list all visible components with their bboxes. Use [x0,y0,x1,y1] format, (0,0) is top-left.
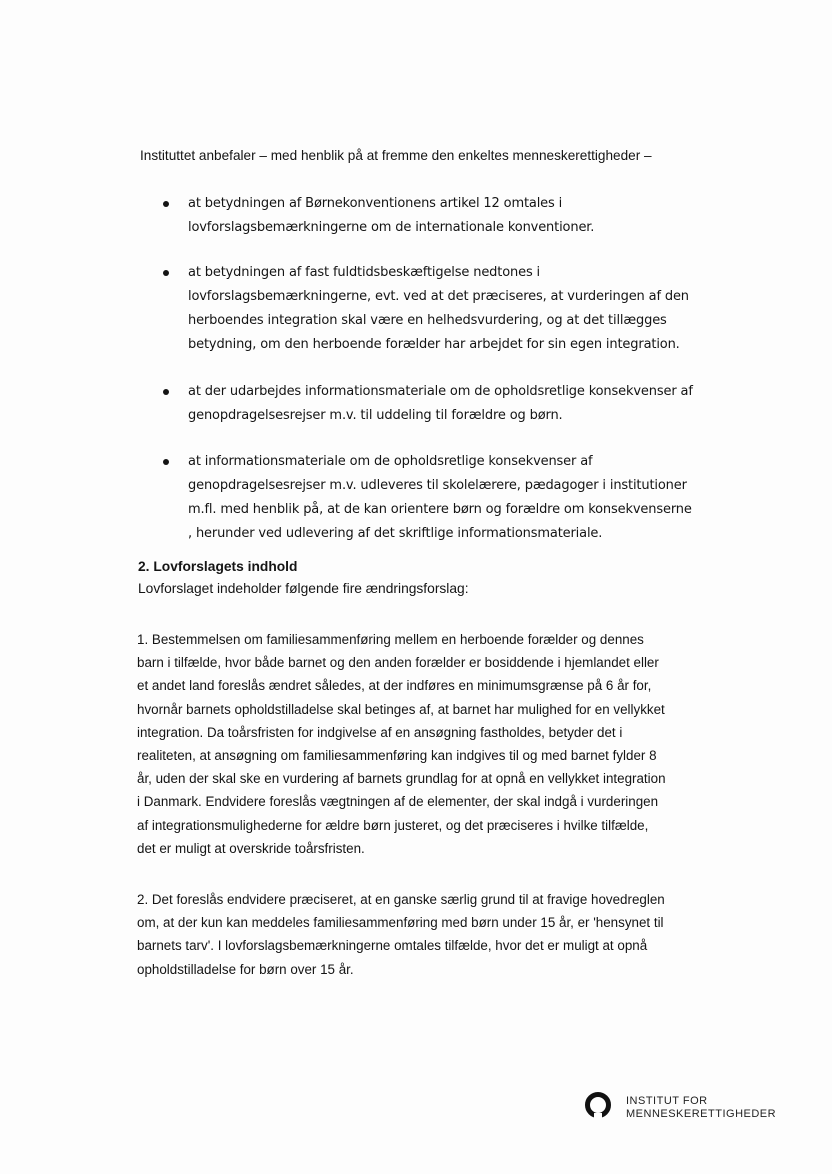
paragraph: 2. Det foreslås endvidere præciseret, at en ganske særlig grund til at fravige hovedreglen om, at der kun kan meddeles familiesammenføring med børn under 15 år, er 'hensynet til barnets tarv'. I lovforslagsbemærkningerne omtales tilfælde, hvor det er muligt at opnå opholdstilladelse for børn over 15 år. [137,892,665,977]
bullet-icon [163,201,169,207]
section-lead: Lovforslaget indeholder følgende fire ændringsforslag: [138,581,469,596]
section-heading: 2. Lovforslagets indhold [138,559,298,574]
list-item: at informationsmateriale om de opholdsretlige konsekvenser af genopdragelsesrejser m.v. udleveres til skolelærere, pædagoger i institutioner m.fl. med henblik på, at de kan orientere børn og forældre om konsekvenserne , herunder ved udlevering af det skriftlige informationsmateriale. [188,450,708,546]
intro-text: Instituttet anbefaler – med henblik på at fremme den enkeltes menneskerettigheder – [140,148,652,163]
paragraph: 1. Bestemmelsen om familiesammenføring mellem en herboende forælder og dennes barn i tilfælde, hvor både barnet og den anden forælder er bosiddende i hjemlandet eller et andet land foreslås ændret således, at der indføres en minimumsgrænse på 6 år for, hvornår barnets opholdstilladelse skal betinges af, at barnet har mulighed for en vellykket integration. Da toårsfristen for indgivelse af en ansøgning fastholdes, betyder det i realiteten, at ansøgning om familiesammenføring kan indgives til og med barnet fylder 8 år, uden der skal ske en vurdering af barnets grundlag for at opnå en vellykket integration i Danmark. Endvidere foreslås vægtningen af de elementer, der skal indgå i vurderingen af integrationsmulighederne for ældre børn justeret, og det præciseres i hvilke tilfælde, det er muligt at overskride toårsfristen. [137,632,666,856]
list-item: at betydningen af fast fuldtidsbeskæftigelse nedtones i lovforslagsbemærkningerne, evt. ved at det præciseres, at vurderingen af den herboendes integration skal være en helhedsvurdering, og at det tillægges betydning, om den herboende forælder har arbejdet for sin egen integration. [188,261,708,357]
bullet-icon [163,270,169,276]
logo-text: INSTITUT FOR MENNESKERETTIGHEDER [626,1095,777,1120]
list-item: at der udarbejdes informationsmateriale om de opholdsretlige konsekvenser af genopdragelsesrejser m.v. til uddeling til forældre og børn. [188,380,708,428]
bullet-icon [163,459,169,465]
institute-logo [585,1090,785,1130]
list-item: at betydningen af Børnekonventionens artikel 12 omtales i lovforslagsbemærkningerne om de internationale konventioner. [188,192,708,240]
bullet-icon [163,389,169,395]
